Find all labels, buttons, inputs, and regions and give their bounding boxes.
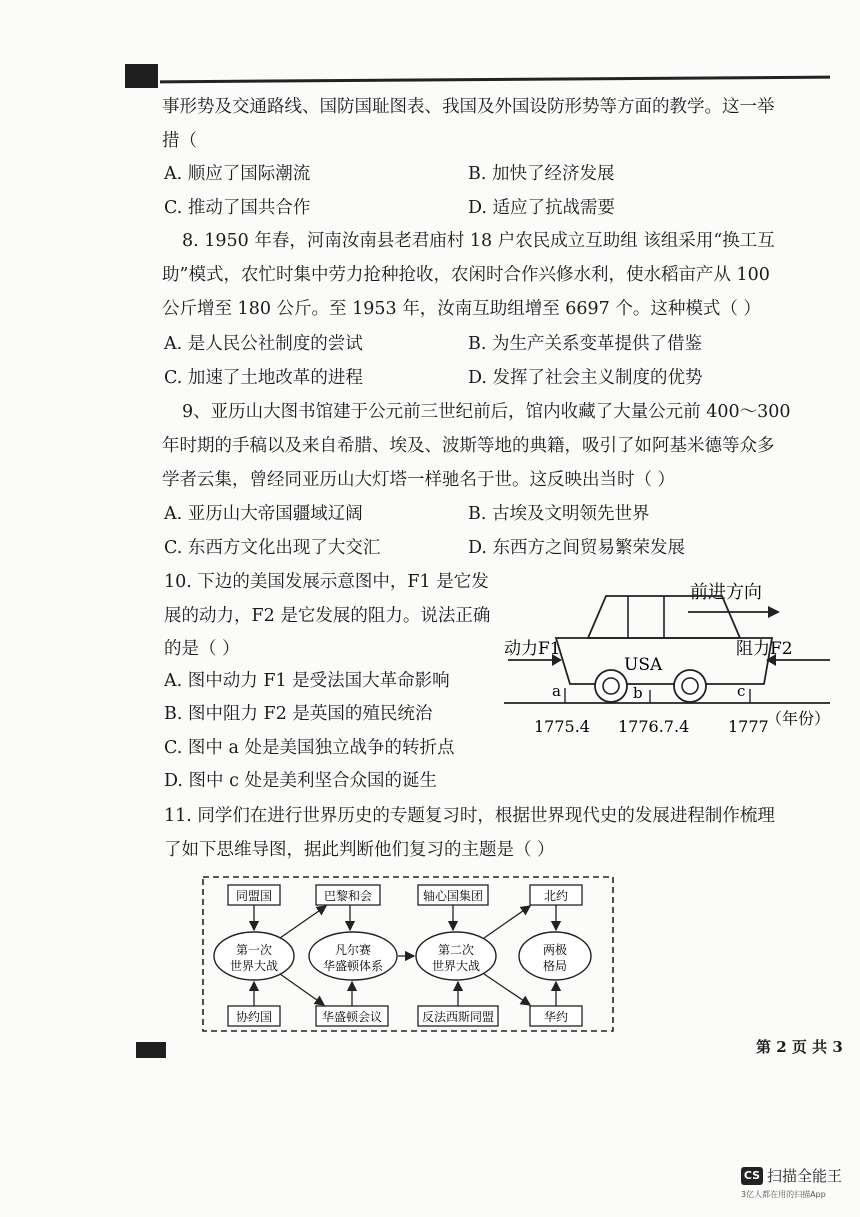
q8-option-a: A. 是人民公社制度的尝试 — [164, 334, 363, 354]
q10-option-d: D. 图中 c 处是美利坚合众国的诞生 — [164, 771, 437, 791]
rear-wheel — [674, 670, 706, 702]
box-entente-text: 协约国 — [235, 1010, 273, 1024]
q7-option-b: B. 加快了经济发展 — [468, 164, 615, 184]
year-1775-label: 1775.4 — [534, 717, 590, 736]
q7-option-a: A. 顺应了国际潮流 — [164, 164, 311, 184]
q7-text-line-2: 措（ — [162, 131, 197, 151]
q8-option-d: D. 发挥了社会主义制度的优势 — [468, 368, 703, 388]
box-nato-text: 北约 — [543, 889, 569, 903]
q10-text-line-1: 10. 下边的美国发展示意图中，F1 是它发 — [164, 572, 489, 592]
q7-text-line-1: 事形势及交通路线、国防国耻图表、我国及外国设防形势等方面的教学。这一举 — [162, 97, 775, 117]
car-usa-label: USA — [624, 655, 663, 675]
box-washington-conf-text: 华盛顿会议 — [321, 1010, 383, 1024]
ellipse-ww1-line2: 世界大战 — [229, 959, 279, 973]
q8-text-line-3: 公斤增至 180 公斤。至 1953 年，汝南互助组增至 6697 个。这种模式（ ） — [162, 299, 761, 319]
camscanner-logo-icon: CS — [741, 1167, 763, 1185]
mind-map-diagram — [200, 874, 616, 1034]
bottom-corner-mark — [136, 1042, 166, 1058]
ellipse-ww1-line1: 第一次 — [235, 943, 273, 957]
q8-text-line-2: 助”模式，农忙时集中劳力抢种抢收，农闲时合作兴修水利，使水稻亩产从 100 — [162, 265, 770, 285]
q10-option-a: A. 图中动力 F1 是受法国大革命影响 — [164, 671, 450, 691]
force2-label: 阻力F2 — [736, 639, 793, 659]
box-paris-conf-text: 巴黎和会 — [323, 889, 373, 903]
ellipse-bipolar-line1: 两极 — [542, 943, 568, 957]
front-wheel — [595, 670, 627, 702]
q11-text-line-2: 了如下思维导图，据此判断他们复习的主题是（ ） — [164, 840, 555, 860]
q9-text-line-3: 学者云集，曾经同亚历山大灯塔一样驰名于世。这反映出当时（ ） — [162, 470, 676, 490]
axis-unit-label: （年份） — [766, 709, 831, 728]
q9-option-a: A. 亚历山大帝国疆域辽阔 — [164, 504, 363, 524]
q10-text-line-2: 展的动力，F2 是它发展的阻力。说法正确 — [164, 606, 491, 626]
q9-option-b: B. 古埃及文明领先世界 — [468, 504, 650, 524]
q8-option-c: C. 加速了土地改革的进程 — [164, 368, 363, 388]
arrow-ww1-washington — [280, 974, 324, 1005]
point-b-label: b — [633, 684, 643, 702]
scanner-watermark — [741, 1165, 851, 1205]
q9-text-line-1: 9、亚历山大图书馆建于公元前三世纪前后，馆内收藏了大量公元前 400～300 — [182, 402, 791, 422]
q8-option-b: B. 为生产关系变革提供了借鉴 — [468, 334, 702, 354]
ellipse-ww2-line2: 世界大战 — [431, 959, 481, 973]
q9-option-d: D. 东西方之间贸易繁荣发展 — [468, 538, 686, 558]
usa-car-diagram — [500, 572, 845, 747]
arrow-ww1-paris — [280, 906, 326, 938]
force1-label: 动力F1 — [504, 639, 561, 659]
brand-name: 扫描全能王 — [767, 1167, 843, 1185]
box-warsaw-text: 华约 — [543, 1010, 569, 1024]
ellipse-bipolar-line2: 格局 — [542, 959, 568, 973]
q8-text-line-1: 8. 1950 年春，河南汝南县老君庙村 18 户农民成立互助组 该组采用“换工互 — [182, 231, 775, 251]
brand-tagline: 3亿人都在用的扫描App — [741, 1190, 826, 1199]
q7-option-d: D. 适应了抗战需要 — [468, 198, 616, 218]
box-allies-text: 同盟国 — [235, 889, 273, 903]
box-antifascist-text: 反法西斯同盟 — [421, 1010, 495, 1024]
q10-option-b: B. 图中阻力 F2 是英国的殖民统治 — [164, 704, 433, 724]
header-rule — [160, 76, 830, 84]
arrow-ww2-nato — [484, 906, 530, 938]
q7-option-c: C. 推动了国共合作 — [164, 198, 311, 218]
q9-text-line-2: 年时期的手稿以及来自希腊、埃及、波斯等地的典籍，吸引了如阿基米德等众多 — [162, 436, 775, 456]
q9-option-c: C. 东西方文化出现了大交汇 — [164, 538, 381, 558]
point-a-label: a — [552, 682, 561, 700]
ellipse-vw-line2: 华盛顿体系 — [322, 959, 384, 973]
year-1776-label: 1776.7.4 — [618, 717, 690, 736]
q10-text-line-3: 的是（ ） — [164, 639, 240, 659]
top-corner-mark — [125, 64, 158, 88]
ellipse-ww2-line1: 第二次 — [437, 943, 475, 957]
box-axis-text: 轴心国集团 — [422, 889, 484, 903]
ellipse-vw-line1: 凡尔赛 — [334, 943, 372, 957]
direction-label: 前进方向 — [690, 582, 762, 603]
page-number: 第 2 页 共 3 — [756, 1038, 843, 1056]
direction-arrowhead — [768, 606, 780, 618]
q10-option-c: C. 图中 a 处是美国独立战争的转折点 — [164, 738, 455, 758]
arrow-ww2-warsaw — [484, 974, 530, 1005]
point-c-label: c — [737, 682, 746, 700]
year-1777-label: 1777 — [728, 717, 769, 736]
q11-text-line-1: 11. 同学们在进行世界历史的专题复习时，根据世界现代史的发展进程制作梳理 — [164, 806, 775, 826]
